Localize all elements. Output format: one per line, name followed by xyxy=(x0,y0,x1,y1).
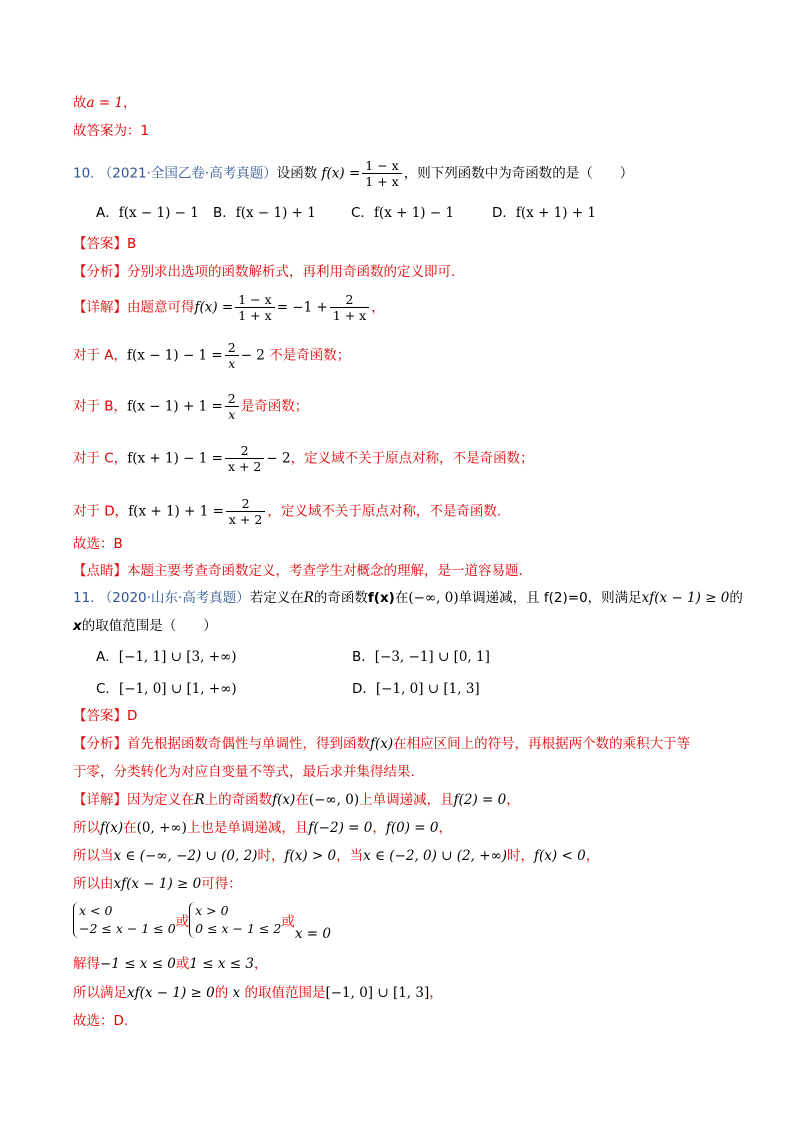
math: − 2 xyxy=(266,450,291,467)
math: xf(x − 1) ≥ 0 xyxy=(113,876,202,892)
math: f(x − 1) − 1 = xyxy=(127,347,223,364)
text: 所以由 xyxy=(73,876,114,892)
system-row: −2 ≤ x − 1 ≤ 0 xyxy=(79,921,176,936)
denominator: x + 2 xyxy=(227,459,262,474)
math: xf(x − 1) ≥ 0 xyxy=(127,985,215,1001)
denominator: 1 + x xyxy=(238,308,272,323)
math: f(x) = xyxy=(321,165,361,182)
label: B． xyxy=(352,649,375,665)
text: 【分析】首先根据函数奇偶性与单调性，得到函数 xyxy=(73,736,370,752)
math: R xyxy=(194,792,205,808)
text: 是奇函数； xyxy=(240,398,309,415)
question-number: 11. xyxy=(73,590,95,606)
text: 在 xyxy=(394,590,409,606)
label: D． xyxy=(492,205,516,221)
system-2 xyxy=(189,902,281,938)
text: 上也是单调递减，且 xyxy=(186,820,309,836)
expr: f(x − 1) − 1 xyxy=(118,205,199,221)
text: 的取值范围是（ ） xyxy=(81,618,217,634)
math: f(x) < 0 xyxy=(534,848,586,864)
math: − 2 xyxy=(240,347,265,364)
expr: [−1, 0] ∪ [1, 3] xyxy=(375,681,480,697)
q11-systems xyxy=(73,902,750,942)
text: ，定义域不关于原点对称，不是奇函数； xyxy=(290,450,534,467)
text: ， xyxy=(372,820,386,836)
q10-case-b xyxy=(73,391,750,422)
label: C． xyxy=(96,681,119,697)
text: 故 xyxy=(73,95,87,111)
fraction xyxy=(225,340,239,371)
text: 单调递减，且 f(2)=0，则满足 xyxy=(458,590,642,606)
q11-detail-1 xyxy=(73,790,750,810)
q11-analysis-line2: 于零，分类转化为对应自变量不等式，最后求并集得结果. xyxy=(73,764,415,780)
text: 的 xyxy=(729,590,743,606)
text: 在 xyxy=(295,792,309,808)
system-row: x > 0 xyxy=(195,903,229,918)
system-row: 0 ≤ x − 1 ≤ 2 xyxy=(195,921,282,936)
text: 在相应区间上的符号，再根据两个数的乘积大于等 xyxy=(393,736,691,752)
label: A． xyxy=(96,649,119,665)
text: 或 xyxy=(281,914,295,930)
math: a = 1 xyxy=(86,95,124,111)
math: [−1, 0] ∪ [1, 3] xyxy=(325,985,430,1001)
math: = −1 + xyxy=(276,299,328,316)
numerator: 1 − x xyxy=(235,292,274,308)
math: f(x + 1) − 1 = xyxy=(127,450,223,467)
text: 对于 A， xyxy=(73,347,128,364)
question-source: （2020·山东·高考真题） xyxy=(98,590,250,606)
math: 1 ≤ x ≤ 3 xyxy=(189,956,254,972)
denominator: 1 + x xyxy=(332,308,367,323)
math: f(x) xyxy=(370,736,394,752)
q11-option-b xyxy=(352,645,490,665)
text: 时， xyxy=(257,848,285,864)
label: B． xyxy=(213,205,236,221)
numerator: 1 − x xyxy=(362,158,401,174)
math: xf(x − 1) ≥ 0 xyxy=(641,590,730,606)
fraction xyxy=(235,292,274,323)
system-1 xyxy=(73,902,176,938)
expr: [−1, 0] ∪ [1, +∞) xyxy=(118,681,237,697)
text: 的奇函数 xyxy=(313,590,368,606)
text: 在 xyxy=(123,820,137,836)
q10-case-d xyxy=(73,496,750,527)
text: 时， xyxy=(507,848,535,864)
text: ， xyxy=(429,985,443,1001)
text: 若定义在 xyxy=(249,590,304,606)
question-number: 10. xyxy=(73,165,95,182)
label: C． xyxy=(351,205,374,221)
q11-option-c xyxy=(96,677,237,697)
system-row: x < 0 xyxy=(79,903,113,918)
prev-answer-line: 故答案为：1 xyxy=(73,123,150,139)
math: x xyxy=(232,985,241,1001)
q10-case-a xyxy=(73,340,750,371)
math: f(x) xyxy=(367,590,395,606)
numerator: 2 xyxy=(225,443,264,459)
q11-analysis-line1 xyxy=(73,734,750,754)
numerator: 2 xyxy=(330,292,369,308)
text: 所以当 xyxy=(73,848,114,864)
text: 可得： xyxy=(201,876,242,892)
q11-detail-3 xyxy=(73,846,750,866)
expr: [−1, 1] ∪ [3, +∞) xyxy=(118,649,237,665)
text: ， xyxy=(123,95,137,111)
q10-option-c xyxy=(351,201,454,221)
q10-analysis: 【分析】分别求出选项的函数解析式，再利用奇函数的定义即可. xyxy=(73,264,456,280)
q10-stem xyxy=(73,158,750,189)
expr: [−3, −1] ∪ [0, 1] xyxy=(374,649,490,665)
q11-detail-6 xyxy=(73,983,750,1003)
text: ， xyxy=(371,299,385,316)
text: 上单调递减，且 xyxy=(359,792,454,808)
numerator: 2 xyxy=(225,340,239,356)
fraction xyxy=(330,292,369,323)
text: 对于 D， xyxy=(73,503,129,520)
label: D． xyxy=(352,681,376,697)
text: 设函数 xyxy=(276,165,318,182)
numerator: 2 xyxy=(226,496,265,512)
text: 解得 xyxy=(73,956,100,972)
text: ， xyxy=(438,820,452,836)
math: (−∞, 0) xyxy=(408,590,459,606)
math: f(x) > 0 xyxy=(284,848,337,864)
expr: f(x + 1) − 1 xyxy=(373,205,455,221)
q10-comment: 【点睛】本题主要考查奇函数定义，考查学生对概念的理解，是一道容易题. xyxy=(73,563,523,579)
text: 所以满足 xyxy=(73,985,127,1001)
q11-stem-line2 xyxy=(73,616,750,636)
text: 上的奇函数 xyxy=(204,792,273,808)
math: x ∈ (−2, 0) ∪ (2, +∞) xyxy=(363,848,508,864)
text: 或 xyxy=(175,914,190,930)
text: ， xyxy=(254,956,268,972)
text: ， xyxy=(506,792,520,808)
question-source: （2021·全国乙卷·高考真题） xyxy=(98,165,277,182)
q11-option-a xyxy=(96,645,237,665)
denominator: x xyxy=(228,407,236,422)
math: f(−2) = 0 xyxy=(308,820,373,836)
math: (−∞, 0) xyxy=(308,792,360,808)
q10-answer: 【答案】B xyxy=(73,236,137,252)
text: 的取值范围是 xyxy=(244,985,326,1001)
text: 对于 C， xyxy=(73,450,128,467)
q11-detail-2 xyxy=(73,818,750,838)
text: 或 xyxy=(175,956,190,972)
denominator: x xyxy=(228,356,236,371)
q11-answer: 【答案】D xyxy=(73,708,138,724)
math: f(x) xyxy=(272,792,296,808)
math: f(x) xyxy=(100,820,124,836)
fraction xyxy=(225,391,239,422)
math: f(2) = 0 xyxy=(453,792,507,808)
math: x ∈ (−∞, −2) ∪ (0, 2) xyxy=(113,848,258,864)
expr: f(x − 1) + 1 xyxy=(235,205,316,221)
math: f(x + 1) + 1 = xyxy=(128,503,224,520)
q10-option-a xyxy=(96,201,199,221)
text: 的 xyxy=(214,985,229,1001)
q10-case-c xyxy=(73,443,750,474)
expr: f(x + 1) + 1 xyxy=(515,205,597,221)
text: 不是奇函数； xyxy=(269,347,351,364)
denominator: 1 + x xyxy=(365,174,399,189)
math: −1 ≤ x ≤ 0 xyxy=(100,956,176,972)
q11-detail-5 xyxy=(73,954,750,974)
math: f(x) = xyxy=(194,299,234,316)
denominator: x + 2 xyxy=(228,512,263,527)
math: (0, +∞) xyxy=(136,820,187,836)
variable: x xyxy=(73,618,82,634)
math: f(x − 1) + 1 = xyxy=(127,398,223,415)
text: ，当 xyxy=(336,848,364,864)
fraction xyxy=(226,496,265,527)
q11-option-d xyxy=(352,677,480,697)
text: 对于 B， xyxy=(73,398,128,415)
math: R xyxy=(303,590,314,606)
text: 【详解】因为定义在 xyxy=(73,792,195,808)
text: 【详解】由题意可得 xyxy=(73,299,195,316)
q11-choose: 故选：D. xyxy=(73,1013,129,1029)
q10-detail xyxy=(73,292,750,323)
text: ，则下列函数中为奇函数的是（ ） xyxy=(403,165,634,182)
fraction xyxy=(225,443,264,474)
math: x = 0 xyxy=(294,926,331,942)
fraction xyxy=(362,158,401,189)
text: 所以 xyxy=(73,820,100,836)
prev-conclusion-line xyxy=(73,93,750,113)
text: ， xyxy=(585,848,600,864)
q11-detail-4 xyxy=(73,874,750,894)
q10-option-d xyxy=(492,201,596,221)
q10-choose: 故选：B xyxy=(73,536,123,552)
math: f(0) = 0 xyxy=(385,820,439,836)
q10-option-b xyxy=(213,201,316,221)
q11-stem xyxy=(73,588,750,608)
label: A． xyxy=(96,205,119,221)
text: ，定义域不关于原点对称，不是奇函数. xyxy=(267,503,502,520)
numerator: 2 xyxy=(225,391,239,407)
